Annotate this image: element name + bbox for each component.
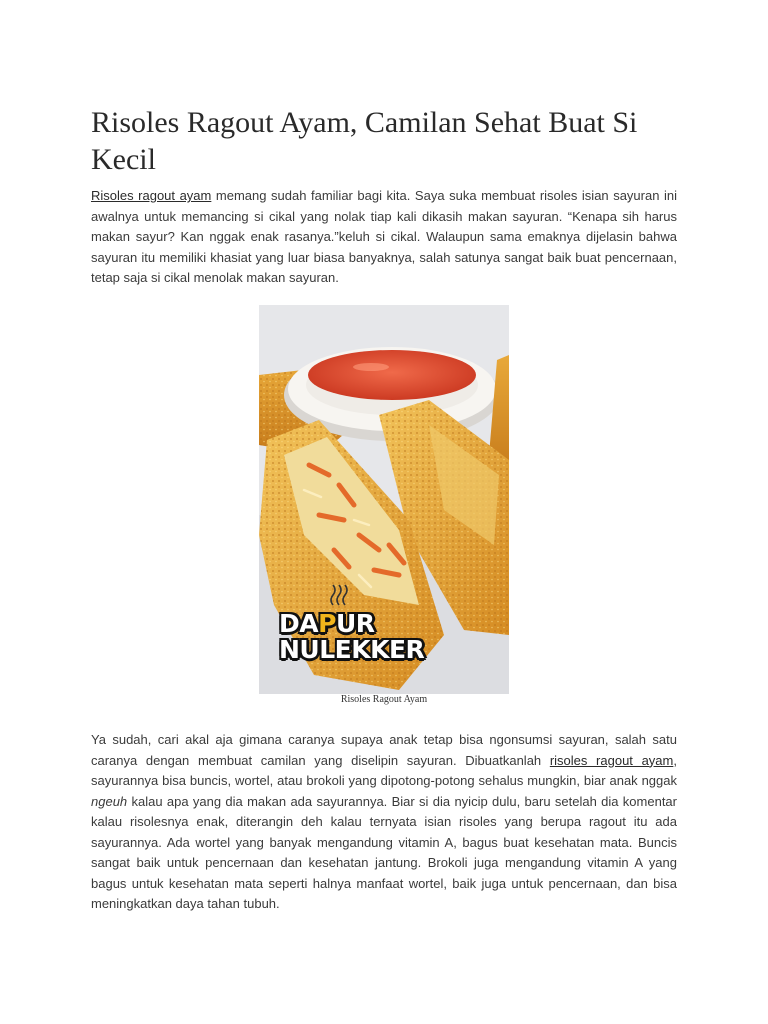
risoles-ragout-ayam-link[interactable]: Risoles ragout ayam	[91, 188, 212, 203]
dapur-nulekker-logo: DAPUR NULEKKER	[279, 609, 425, 664]
body-paragraph: Ya sudah, cari akal aja gimana caranya supaya anak tetap bisa ngonsumsi sayuran, salah satu caranya dengan membuat camilan yang diselipin sayuran. Dibuatkanlah risoles ragout ayam, sayurannya bisa buncis, wortel, atau brokoli yang dipotong-potong sehalus mungkin, biar anak nggak ngeuh kalau apa yang dia makan ada sayurannya. Biar si dia nyicip dulu, baru setelah dia komentar kalau risolesnya enak, diterangin deh kalau ternyata isian risoles yang berupa ragout itu ada sayurannya. Ada wortel yang banyak mengandung vitamin A, bagus buat kesehatan mata. Buncis sangat baik untuk pencernaan dan kesehatan jantung. Brokoli juga mengandung vitamin A yang bagus untuk kesehatan mata seperti halnya manfaat wortel, baik juga untuk pencernaan, dan bisa meningkatkan daya tahan tubuh.	[91, 732, 677, 911]
intro-text: memang sudah familiar bagi kita. Saya suka membuat risoles isian sayuran ini awalnya untuk memancing si cikal yang nolak tiap kali dikasih makan sayuran. “Kenapa sih harus makan sayur? Kan nggak enak rasanya.”keluh si cikal. Walaupun sama emaknya dijelasin bahwa sayuran itu memiliki khasiat yang luar biasa banyaknya, salah satunya sangat baik buat pencernaan, tetap saja si cikal menolak makan sayuran.	[91, 188, 677, 285]
ngeuh-emphasis: ngeuh	[91, 793, 128, 809]
intro-paragraph	[91, 186, 677, 289]
risoles-ragout-ayam-link-2[interactable]: risoles ragout ayam	[549, 752, 674, 768]
risoles-photo	[259, 305, 509, 694]
image-caption: Risoles Ragout Ayam	[340, 694, 428, 705]
article-title: Risoles Ragout Ayam, Camilan Sehat Buat Si Kecil	[91, 106, 638, 176]
